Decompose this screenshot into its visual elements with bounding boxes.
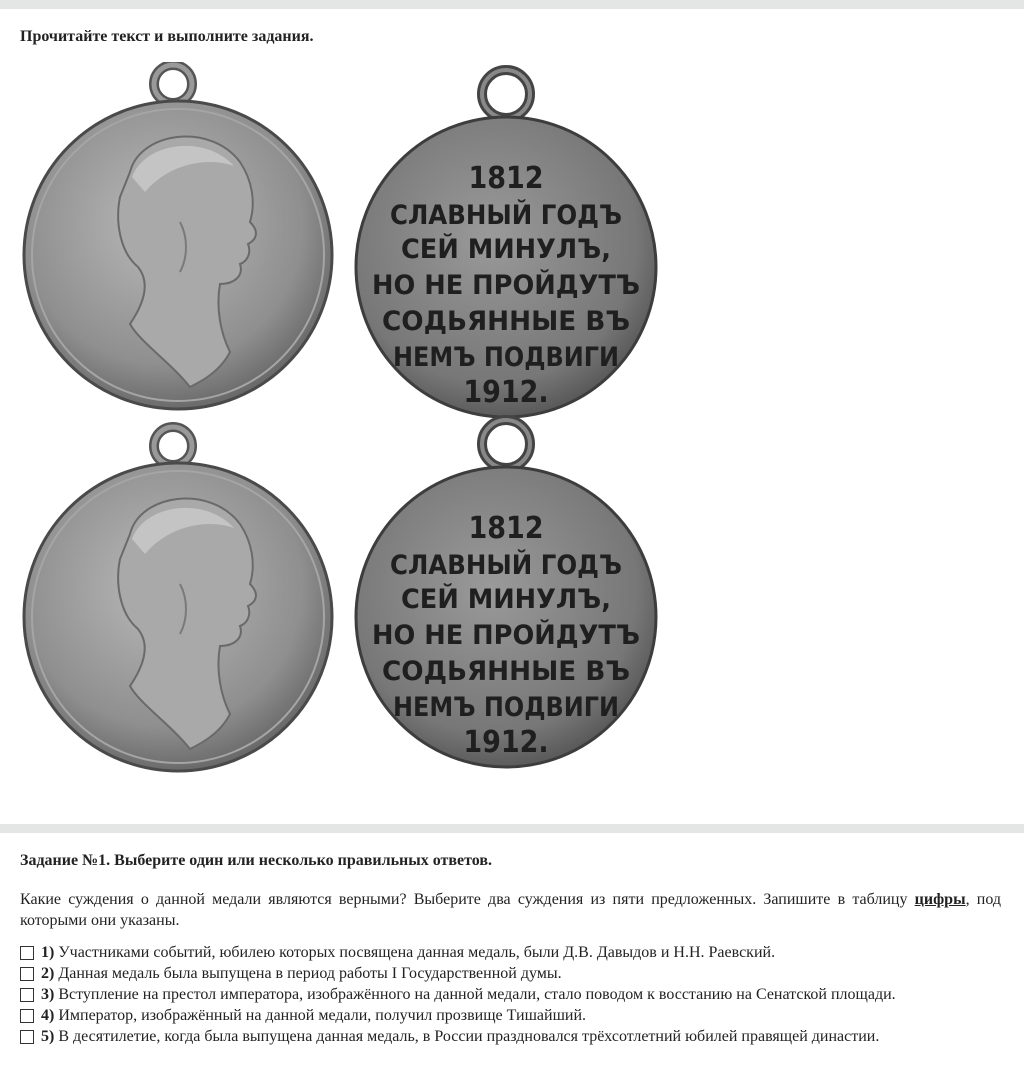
question-tail: , под которыми они указаны. bbox=[20, 891, 1001, 929]
option-number: 3) bbox=[41, 986, 55, 1003]
answer-option[interactable] bbox=[20, 984, 1020, 1005]
section-divider bbox=[0, 824, 1024, 833]
answer-option[interactable] bbox=[20, 1005, 1020, 1026]
question-emphasis: цифры bbox=[914, 891, 966, 908]
option-number: 1) bbox=[41, 944, 55, 961]
answer-checkbox[interactable] bbox=[20, 1009, 34, 1023]
answer-option[interactable] bbox=[20, 1026, 1020, 1047]
reverse-line: СЛАВНЫЙ ГОДЪ bbox=[390, 200, 621, 231]
medal-reverse-top bbox=[356, 70, 656, 417]
reverse-line: НЕМЪ ПОДВИГИ bbox=[393, 692, 619, 723]
reverse-line: 1812 bbox=[468, 161, 544, 196]
top-divider bbox=[0, 0, 1024, 9]
reverse-line: СЛАВНЫЙ ГОДЪ bbox=[390, 550, 621, 581]
option-text: В десятилетие, когда была выпущена данная медаль, в России праздновался трёхсотлетний юбилей правящей династии. bbox=[58, 1028, 880, 1045]
option-text: Император, изображённый на данной медали, получил прозвище Тишайший. bbox=[58, 1007, 587, 1024]
answer-checkbox[interactable] bbox=[20, 967, 34, 981]
option-number: 4) bbox=[41, 1007, 55, 1024]
reverse-line: СОДЬЯННЫЕ ВЪ bbox=[382, 306, 630, 337]
task-title: Задание №1. Выберите один или несколько правильных ответов. bbox=[20, 852, 493, 869]
answer-option[interactable] bbox=[20, 942, 1020, 963]
answer-options bbox=[20, 942, 1020, 1047]
question-main: Какие суждения о данной медали являются верными? Выберите два суждения из пяти предложенных. Запишите в таблицу bbox=[20, 891, 908, 908]
reverse-line: 1912. bbox=[463, 375, 549, 410]
medal-obverse-top bbox=[24, 65, 332, 409]
reverse-line: 1812 bbox=[468, 511, 544, 546]
intro-text: Прочитайте текст и выполните задания. bbox=[20, 28, 314, 45]
question-text bbox=[20, 889, 1001, 931]
answer-checkbox[interactable] bbox=[20, 1030, 34, 1044]
option-text: Данная медаль была выпущена в период работы I Государственной думы. bbox=[58, 965, 562, 982]
medal-image bbox=[20, 62, 660, 792]
reverse-line: НЕМЪ ПОДВИГИ bbox=[393, 342, 619, 373]
reverse-line: СОДЬЯННЫЕ ВЪ bbox=[382, 656, 630, 687]
option-number: 5) bbox=[41, 1028, 55, 1045]
reverse-line: НО НЕ ПРОЙДУТЪ bbox=[372, 620, 626, 651]
reverse-line: СЕЙ МИНУЛЪ, bbox=[401, 234, 600, 265]
option-text: Участниками событий, юбилею которых посвящена данная медаль, были Д.В. Давыдов и Н.Н. Раевский. bbox=[58, 944, 776, 961]
option-text: Вступление на престол императора, изображённого на данной медали, стало поводом к восстанию на Сенатской площади. bbox=[58, 986, 896, 1003]
medal-obverse-bottom bbox=[24, 427, 332, 771]
answer-checkbox[interactable] bbox=[20, 988, 34, 1002]
reverse-line: НО НЕ ПРОЙДУТЪ bbox=[372, 270, 626, 301]
medal-reverse-bottom bbox=[356, 420, 656, 767]
answer-option[interactable] bbox=[20, 963, 1020, 984]
reverse-line: СЕЙ МИНУЛЪ, bbox=[401, 584, 600, 615]
option-number: 2) bbox=[41, 965, 55, 982]
reverse-line: 1912. bbox=[463, 725, 549, 760]
answer-checkbox[interactable] bbox=[20, 946, 34, 960]
